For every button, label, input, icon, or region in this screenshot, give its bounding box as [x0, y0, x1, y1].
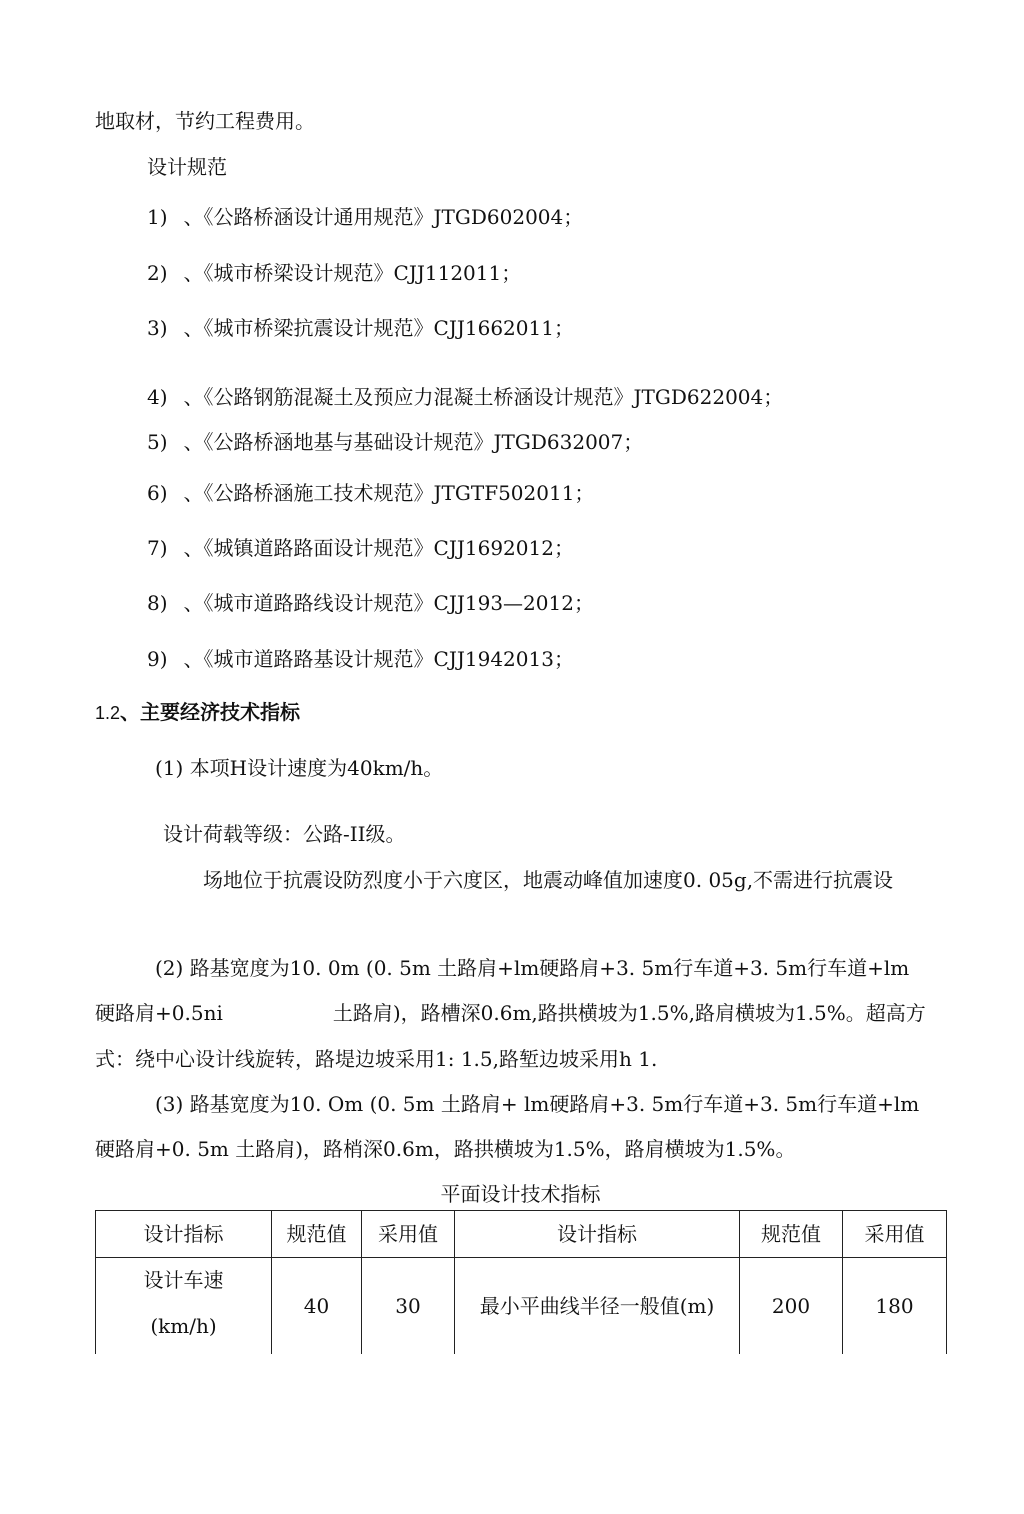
paragraph-2-fragment-a: 硬路肩+0.5ni — [95, 1001, 223, 1025]
design-code-text: 、《公路桥涵地基与基础设计规范》JTGD632007； — [183, 430, 644, 454]
table-header-cell: 规范值 — [272, 1211, 362, 1258]
table-caption: 平面设计技术指标 — [440, 1182, 601, 1206]
table-header-cell: 采用值 — [362, 1211, 455, 1258]
design-code-text: 、《城镇道路路面设计规范》CJJ1692012； — [183, 536, 574, 560]
design-code-text: 、《公路桥涵设计通用规范》JTGD602004； — [183, 205, 584, 229]
design-code-item — [147, 314, 574, 342]
design-code-number: 4) — [147, 385, 168, 409]
indicator-paragraph-3-line-2: 硬路肩+0. 5m 土路肩)，路梢深0.6m，路拱横坡为1.5%，路肩横坡为1.5%。 — [95, 1137, 796, 1161]
table-cell — [96, 1258, 272, 1355]
design-code-item — [147, 428, 643, 456]
table-header-cell: 设计指标 — [96, 1211, 272, 1258]
table-cell-line: (km/h) — [150, 1314, 217, 1338]
design-code-text: 、《公路桥涵施工技术规范》JTGTF502011； — [183, 481, 595, 505]
table-cell-line: 设计车速 — [143, 1268, 224, 1292]
section-title: 、主要经济技术指标 — [120, 700, 301, 724]
table-cell: 40 — [272, 1258, 362, 1355]
design-load-text: 设计荷载等级：公路-II级。 — [163, 822, 406, 846]
indicator-paragraph-1: (1) 本项H设计速度为40km/h。 — [155, 756, 444, 780]
design-code-item — [147, 479, 594, 507]
table-cell: 180 — [843, 1258, 947, 1355]
indicator-paragraph-3-line-1: (3) 路基宽度为10. Om (0. 5m 土路肩+ lm硬路肩+3. 5m行车道+3. 5m行车道+lm — [155, 1092, 920, 1116]
design-code-text: 、《公路钢筋混凝土及预应力混凝土桥涵设计规范》JTGD622004； — [183, 385, 784, 409]
design-code-text: 、《城市桥梁设计规范》CJJ112011； — [183, 261, 522, 285]
table-row — [96, 1258, 947, 1355]
table-cell: 30 — [362, 1258, 455, 1355]
table-cell: 最小平曲线半径一般值(m) — [455, 1258, 740, 1355]
indicator-paragraph-2-line-1: (2) 路基宽度为10. 0m (0. 5m 土路肩+lm硬路肩+3. 5m行车道+3. 5m行车道+lm — [155, 956, 910, 980]
table-header-cell: 设计指标 — [455, 1211, 740, 1258]
design-code-number: 7) — [147, 536, 168, 560]
plan-design-table — [95, 1210, 947, 1354]
design-code-item — [147, 203, 583, 231]
design-code-number: 6) — [147, 481, 168, 505]
design-code-item — [147, 534, 574, 562]
design-code-text: 、《城市道路路线设计规范》CJJ193—2012； — [183, 591, 594, 615]
design-code-text: 、《城市桥梁抗震设计规范》CJJ1662011； — [183, 316, 574, 340]
design-code-item — [147, 383, 783, 411]
table-header-cell: 规范值 — [740, 1211, 843, 1258]
design-code-number: 8) — [147, 591, 168, 615]
design-code-number: 3) — [147, 316, 168, 340]
table-cell: 200 — [740, 1258, 843, 1355]
section-heading — [95, 698, 300, 727]
design-code-item — [147, 645, 574, 673]
table-header-row — [96, 1211, 947, 1258]
table-header-cell: 采用值 — [843, 1211, 947, 1258]
section-number: 1.2 — [95, 703, 121, 723]
design-code-number: 1) — [147, 205, 168, 229]
indicator-paragraph-2-line-3: 式：绕中心设计线旋转，路堤边坡采用1: 1.5,路堑边坡采用h 1. — [95, 1047, 658, 1071]
design-code-number: 2) — [147, 261, 168, 285]
design-codes-heading: 设计规范 — [147, 155, 227, 179]
seismic-text: 场地位于抗震设防烈度小于六度区，地震动峰值加速度0. 05g,不需进行抗震设 — [203, 868, 894, 892]
design-code-number: 5) — [147, 430, 168, 454]
indicator-paragraph-2-line-2 — [95, 999, 926, 1027]
design-code-number: 9) — [147, 647, 168, 671]
design-code-item — [147, 259, 521, 287]
paragraph-2-fragment-b: 土路肩)，路槽深0.6m,路拱横坡为1.5%,路肩横坡为1.5%。超高方 — [332, 1001, 926, 1025]
intro-tail-text: 地取材，节约工程费用。 — [95, 109, 315, 133]
design-code-text: 、《城市道路路基设计规范》CJJ1942013； — [183, 647, 574, 671]
design-code-item — [147, 589, 594, 617]
